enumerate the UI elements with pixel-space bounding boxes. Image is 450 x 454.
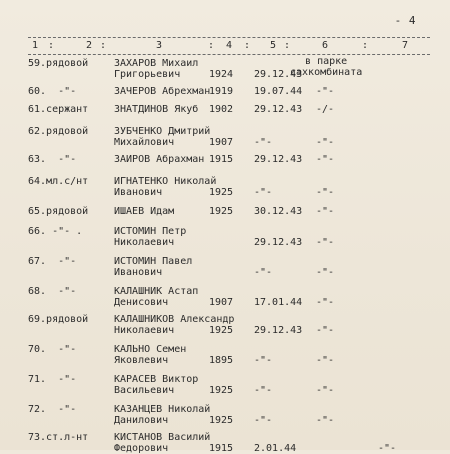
name-line1-cell: ИСТОМИН Петр [114, 226, 187, 237]
place-cell: -"- [316, 385, 335, 396]
rank-cell: 62.рядовой [28, 126, 89, 137]
rank-cell: 69.рядовой [28, 314, 89, 325]
date-cell: -"- [254, 187, 273, 198]
birth-year-cell: 1925 [209, 187, 234, 198]
date-cell: 17.01.44 [254, 297, 303, 308]
birth-year-cell: 1925 [209, 206, 234, 217]
header-rule-top [28, 37, 430, 38]
name-line1-cell: ЗАИРОВ Абрахман [114, 154, 205, 165]
birth-year-cell: 1925 [209, 325, 234, 336]
name-line2-cell: Николаевич [114, 237, 175, 248]
place-cell: -"- [316, 415, 335, 426]
name-line1-cell: КИСТАНОВ Василий [114, 432, 211, 443]
date-cell: -"- [254, 355, 273, 366]
name-line1-cell: КАЗАНЦЕВ Николай [114, 404, 211, 415]
rank-cell: 66. -"- . [28, 226, 83, 237]
name-line2-cell: Васильевич [114, 385, 175, 396]
date-cell: 2.01.44 [254, 443, 297, 454]
name-line1-cell: ИСТОМИН Павел [114, 256, 193, 267]
name-line2-cell: Федорович [114, 443, 169, 454]
name-line1-cell: КАЛЬНО Семен [114, 344, 187, 355]
page-number: - 4 [394, 14, 416, 27]
date-cell: 29.12.43 [254, 325, 303, 336]
date-cell: 29.12.43 [254, 237, 303, 248]
name-line2-cell: Григорьевич [114, 69, 181, 80]
name-line1-cell: ИГНАТЕНКО Николай [114, 176, 217, 187]
date-cell: -"- [254, 137, 273, 148]
header-rule-bottom [28, 54, 430, 55]
name-line2-cell: Данилович [114, 415, 169, 426]
date-cell: 30.12.43 [254, 206, 303, 217]
place-cell: -"- [316, 154, 335, 165]
col-3-header: 3 [156, 40, 163, 51]
name-line1-cell: ЗАХАРОВ Михаил [114, 58, 199, 69]
note-cell: -"- [378, 443, 397, 454]
place-cell: -"- [316, 267, 335, 278]
place-cell: -"- [316, 297, 335, 308]
place-cell: -"- [316, 325, 335, 336]
place-cell: -"- [316, 86, 335, 97]
place-cell: -"- [316, 187, 335, 198]
date-cell: -"- [254, 415, 273, 426]
rank-cell: 70. -"- [28, 344, 77, 355]
col-2-header: 2 [86, 40, 93, 51]
date-cell: -"- [254, 267, 273, 278]
name-line1-cell: ЗУБЧЕНКО Дмитрий [114, 126, 211, 137]
date-cell: 29.12.43 [254, 154, 303, 165]
birth-year-cell: 1907 [209, 137, 234, 148]
date-cell: 19.07.44 [254, 86, 303, 97]
rank-cell: 71. -"- [28, 374, 77, 385]
name-line2-cell: Иванович [114, 187, 163, 198]
place-cell: -"- [316, 355, 335, 366]
rank-cell: 65.рядовой [28, 206, 89, 217]
rank-cell: 60. -"- [28, 86, 77, 97]
name-line1-cell: КАРАСЕВ Виктор [114, 374, 199, 385]
date-cell: -"- [254, 385, 273, 396]
name-line1-cell: КАЛАШНИКОВ Александр [114, 314, 235, 325]
place-cell: -"- [316, 237, 335, 248]
rank-cell: 72. -"- [28, 404, 77, 415]
rank-cell: 63. -"- [28, 154, 77, 165]
place-cell: -"- [316, 206, 335, 217]
rank-cell: 59.рядовой [28, 58, 89, 69]
birth-year-cell: 1902 [209, 104, 234, 115]
name-line1-cell: ЗАЧЕРОВ Абрехман [114, 86, 211, 97]
place-cell: -/- [316, 104, 335, 115]
rank-cell: 67. -"- [28, 256, 77, 267]
birth-year-cell: 1919 [209, 86, 234, 97]
name-line1-cell: ИШАЕВ Идам [114, 206, 175, 217]
rank-cell: 73.ст.л-нт [28, 432, 89, 443]
col-1-header: 1 [32, 40, 39, 51]
name-line1-cell: КАЛАШНИК Астап [114, 286, 199, 297]
name-line2-cell: Михайлович [114, 137, 175, 148]
place-cell: -"- [316, 137, 335, 148]
date-cell: 29.12.43 [254, 104, 303, 115]
birth-year-cell: 1924 [209, 69, 234, 80]
col-7-header: 7 [402, 40, 409, 51]
name-line2-cell: Иванович [114, 267, 163, 278]
name-line2-cell: Денисович [114, 297, 169, 308]
birth-year-cell: 1907 [209, 297, 234, 308]
col-4-header: 4 [226, 40, 233, 51]
rank-cell: 68. -"- [28, 286, 77, 297]
birth-year-cell: 1915 [209, 443, 234, 454]
col-6-header: 6 [322, 40, 329, 51]
rank-cell: 64.мл.с/нт [28, 176, 89, 187]
name-line2-cell: Яковлевич [114, 355, 169, 366]
rank-cell: 61.сержант [28, 104, 89, 115]
birth-year-cell: 1895 [209, 355, 234, 366]
name-line1-cell: ЗНАТДИНОВ Якуб [114, 104, 199, 115]
birth-year-cell: 1915 [209, 154, 234, 165]
birth-year-cell: 1925 [209, 385, 234, 396]
place-cell: в парке сахкомбината [290, 56, 363, 78]
table-header: 1 : 2 : 3 : 4 : 5 : 6 : 7 [32, 40, 409, 51]
date-cell: 29.12.43 [254, 69, 303, 80]
col-5-header: 5 [270, 40, 277, 51]
name-line2-cell: Николаевич [114, 325, 175, 336]
birth-year-cell: 1925 [209, 415, 234, 426]
